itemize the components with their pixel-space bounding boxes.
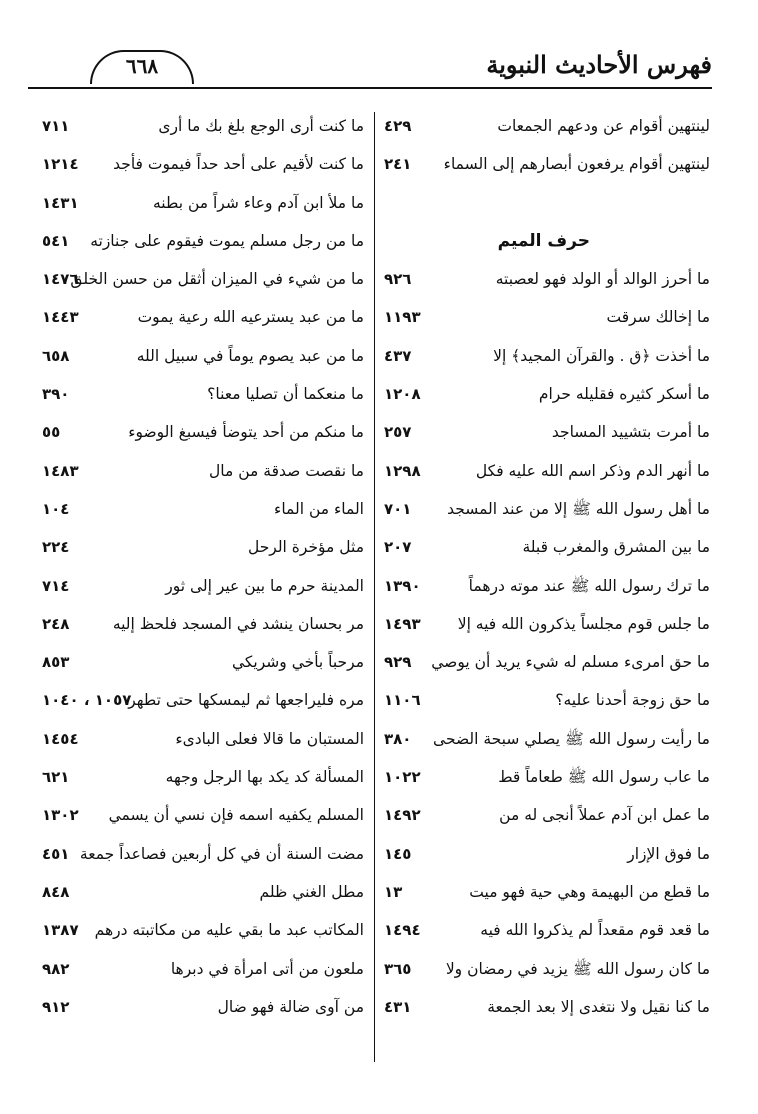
hadith-text: ما من عبد يسترعيه الله رعية يموت [137,308,364,327]
index-entry [380,376,710,412]
index-entry [380,108,710,144]
hadith-number: ٧١٤ [42,576,70,595]
hadith-text: ما منعكما أن تصليا معنا؟ [207,385,364,404]
hadith-number: ٩٢٦ [384,270,412,289]
right-column [380,108,710,1027]
hadith-number: ١٤٣١ [42,193,79,212]
hadith-number: ٣٩٠ [42,385,70,404]
index-entry [38,797,364,833]
hadith-text: ما من عبد يصوم يوماً في سبيل الله [136,346,364,365]
hadith-text: مر بحسان ينشد في المسجد فلحظ إليه [112,614,364,633]
index-entry [38,721,364,757]
hadith-number: ٩١٢ [42,997,70,1016]
hadith-number: ٢٢٤ [42,538,70,557]
index-entry [380,989,710,1025]
index-entry [38,874,364,910]
hadith-text: لينتهين أقوام يرفعون أبصارهم إلى السماء [443,155,710,174]
hadith-number: ١١٠٦ [384,691,421,710]
hadith-text: ما نقصت صدقة من مال [209,461,364,480]
index-entry [380,338,710,374]
hadith-text: المسلم يكفيه اسمه فإن نسي أن يسمي [108,806,364,825]
hadith-number: ١٤٨٣ [42,461,79,480]
hadith-number: ٢٤١ [384,155,412,174]
hadith-number: ١٣٠٢ [42,806,79,825]
hadith-text: مثل مؤخرة الرحل [247,538,364,557]
index-entry [380,797,710,833]
hadith-text: ما كنت أرى الوجع بلغ بك ما أرى [158,117,364,135]
hadith-number: ٣٨٠ [384,729,412,748]
hadith-number: ١١٩٣ [384,308,421,327]
hadith-number: ٢٤٨ [42,614,70,633]
hadith-text: ما أحرز الوالد أو الولد فهو لعصبته [495,270,710,289]
hadith-text: ما كنا نقيل ولا نتغدى إلا بعد الجمعة [487,997,710,1016]
hadith-text: ما منكم من أحد يتوضأ فيسبغ الوضوء [128,423,364,442]
index-entry [380,721,710,757]
index-entry [38,261,364,297]
hadith-text: ما كنت لأقيم على أحد حداً فيموت فأجد [113,155,364,174]
index-entry [38,529,364,565]
index-entry [38,759,364,795]
index-entry [380,529,710,565]
index-entry [38,146,364,182]
index-entry [380,951,710,987]
hadith-number: ٣٦٥ [384,959,412,978]
hadith-number: ١٢٠٨ [384,385,421,404]
index-entry [380,146,710,182]
hadith-number: ٩٢٩ [384,653,412,672]
index-entry [380,568,710,604]
hadith-text: من آوى ضالة فهو ضال [217,997,364,1016]
hadith-text: ما حق زوجة أحدنا عليه؟ [555,691,710,710]
hadith-text: المسألة كد يكد بها الرجل وجهه [165,768,364,787]
index-entry [38,989,364,1025]
page-header [28,48,712,90]
hadith-text: ما عمل ابن آدم عملاً أنجى له من [499,806,710,825]
hadith-text: ما أنهر الدم وذكر اسم الله عليه فكل [475,461,710,480]
index-entry [38,491,364,527]
hadith-number: ٧١١ [42,117,70,135]
index-entry [38,414,364,450]
header-rule [28,87,712,89]
index-entry [38,951,364,987]
page-number: ٦٦٨ [125,54,159,78]
hadith-text: ما جلس قوم مجلساً يذكرون الله فيه إلا [457,614,710,633]
hadith-number: ١٠٢٢ [384,768,421,787]
hadith-text: مطل الغني ظلم [259,882,364,901]
hadith-text: ملعون من أتى امرأة في دبرها [170,959,364,978]
page-title: فهرس الأحاديث النبوية [486,50,712,79]
hadith-number: ٤٣١ [384,997,412,1016]
hadith-text: ما بين المشرق والمغرب قبلة [522,538,710,557]
hadith-number: ٧٠١ [384,499,412,518]
hadith-number: ١٤٥ [384,844,412,863]
index-entry [380,874,710,910]
hadith-number: ٥٥ [42,423,61,442]
hadith-number: ٤٢٩ [384,117,412,135]
hadith-number: ١٤٩٣ [384,614,421,633]
hadith-text: ما قعد قوم مقعداً لم يذكروا الله فيه [480,921,710,940]
hadith-text: مره فليراجعها ثم ليمسكها حتى تطهر [128,691,364,710]
hadith-number: ٨٥٣ [42,653,70,672]
hadith-text: مضت السنة أن في كل أربعين فصاعداً جمعة [79,844,364,863]
hadith-text: ما أسكر كثيره فقليله حرام [538,385,710,404]
hadith-number: ٦٥٨ [42,346,70,365]
hadith-number: ١٣ [384,882,403,901]
hadith-text: ما إخالك سرقت [606,308,710,327]
hadith-number: ٤٣٧ [384,346,412,365]
hadith-number: ١٣٩٠ [384,576,421,595]
hadith-text: ما أخذت ﴿ق . والقرآن المجيد﴾ إلا [493,346,710,365]
section-heading-text: حرف الميم [497,230,590,251]
hadith-text: المستبان ما قالا فعلى البادىء [175,729,364,748]
hadith-number: ٦٢١ [42,768,70,787]
hadith-text: مرحباً بأخي وشريكي [231,653,364,672]
index-entry [380,491,710,527]
hadith-number: ٥٤١ [42,231,70,250]
hadith-number: ١٠٥٧ ، ١٠٤٠ [42,691,132,710]
hadith-text: ما ملأ ابن آدم وعاء شراً من بطنه [153,193,364,212]
hadith-text: المدينة حرم ما بين عير إلى ثور [165,576,364,595]
hadith-number: ١٤٩٤ [384,921,421,940]
index-entry [38,338,364,374]
index-entry [380,682,710,718]
hadith-text: ما ترك رسول الله ﷺ عند موته درهماً [468,576,710,595]
index-entry [38,185,364,221]
hadith-text: الماء من الماء [274,499,364,518]
index-entry [38,568,364,604]
column-divider [374,112,375,1062]
hadith-text: ما من رجل مسلم يموت فيقوم على جنازته [90,231,364,250]
page-number-badge [90,50,194,84]
index-entry [380,299,710,335]
hadith-number: ١٤٧٦ [42,270,79,289]
hadith-number: ١٣٨٧ [42,921,79,940]
hadith-text: ما أهل رسول الله ﷺ إلا من عند المسجد [447,499,710,518]
index-entry [38,644,364,680]
hadith-number: ٢٥٧ [384,423,412,442]
index-entry [38,606,364,642]
hadith-text: ما كان رسول الله ﷺ يزيد في رمضان ولا [445,959,710,978]
index-entry [380,759,710,795]
index-entry [38,682,364,718]
hadith-text: ما قطع من البهيمة وهي حية فهو ميت [469,882,710,901]
index-entry [380,606,710,642]
index-entry [380,414,710,450]
hadith-number: ١٠٤ [42,499,70,518]
hadith-number: ١٢١٤ [42,155,79,174]
hadith-text: ما أمرت بتشييد المساجد [551,423,710,442]
left-column [38,108,364,1027]
index-entry [38,836,364,872]
index-entry [38,376,364,412]
hadith-number: ٢٠٧ [384,538,412,557]
section-heading [380,223,710,259]
hadith-text: ما رأيت رسول الله ﷺ يصلي سبحة الضحى [433,729,710,748]
entry-spacer [380,185,710,221]
hadith-number: ٤٥١ [42,844,70,863]
hadith-number: ١٤٥٤ [42,729,79,748]
index-entry [380,836,710,872]
hadith-number: ١٤٤٣ [42,308,79,327]
hadith-number: ٨٤٨ [42,882,70,901]
hadith-text: لينتهين أقوام عن ودعهم الجمعات [497,117,710,135]
hadith-number: ١٤٩٢ [384,806,421,825]
index-entry [38,223,364,259]
hadith-text: ما عاب رسول الله ﷺ طعاماً قط [498,768,710,787]
hadith-text: ما فوق الإزار [627,844,710,863]
index-entry [38,299,364,335]
hadith-text: المكاتب عبد ما بقي عليه من مكاتبته درهم [94,921,364,940]
index-entry [38,108,364,144]
hadith-text: ما من شيء في الميزان أثقل من حسن الخلق [70,270,364,289]
hadith-number: ٩٨٢ [42,959,70,978]
hadith-number: ١٢٩٨ [384,461,421,480]
index-entry [380,453,710,489]
index-entry [38,912,364,948]
index-entry [380,644,710,680]
index-entry [380,912,710,948]
index-entry [380,261,710,297]
hadith-text: ما حق امرىء مسلم له شيء يريد أن يوصي [431,653,710,672]
index-entry [38,453,364,489]
